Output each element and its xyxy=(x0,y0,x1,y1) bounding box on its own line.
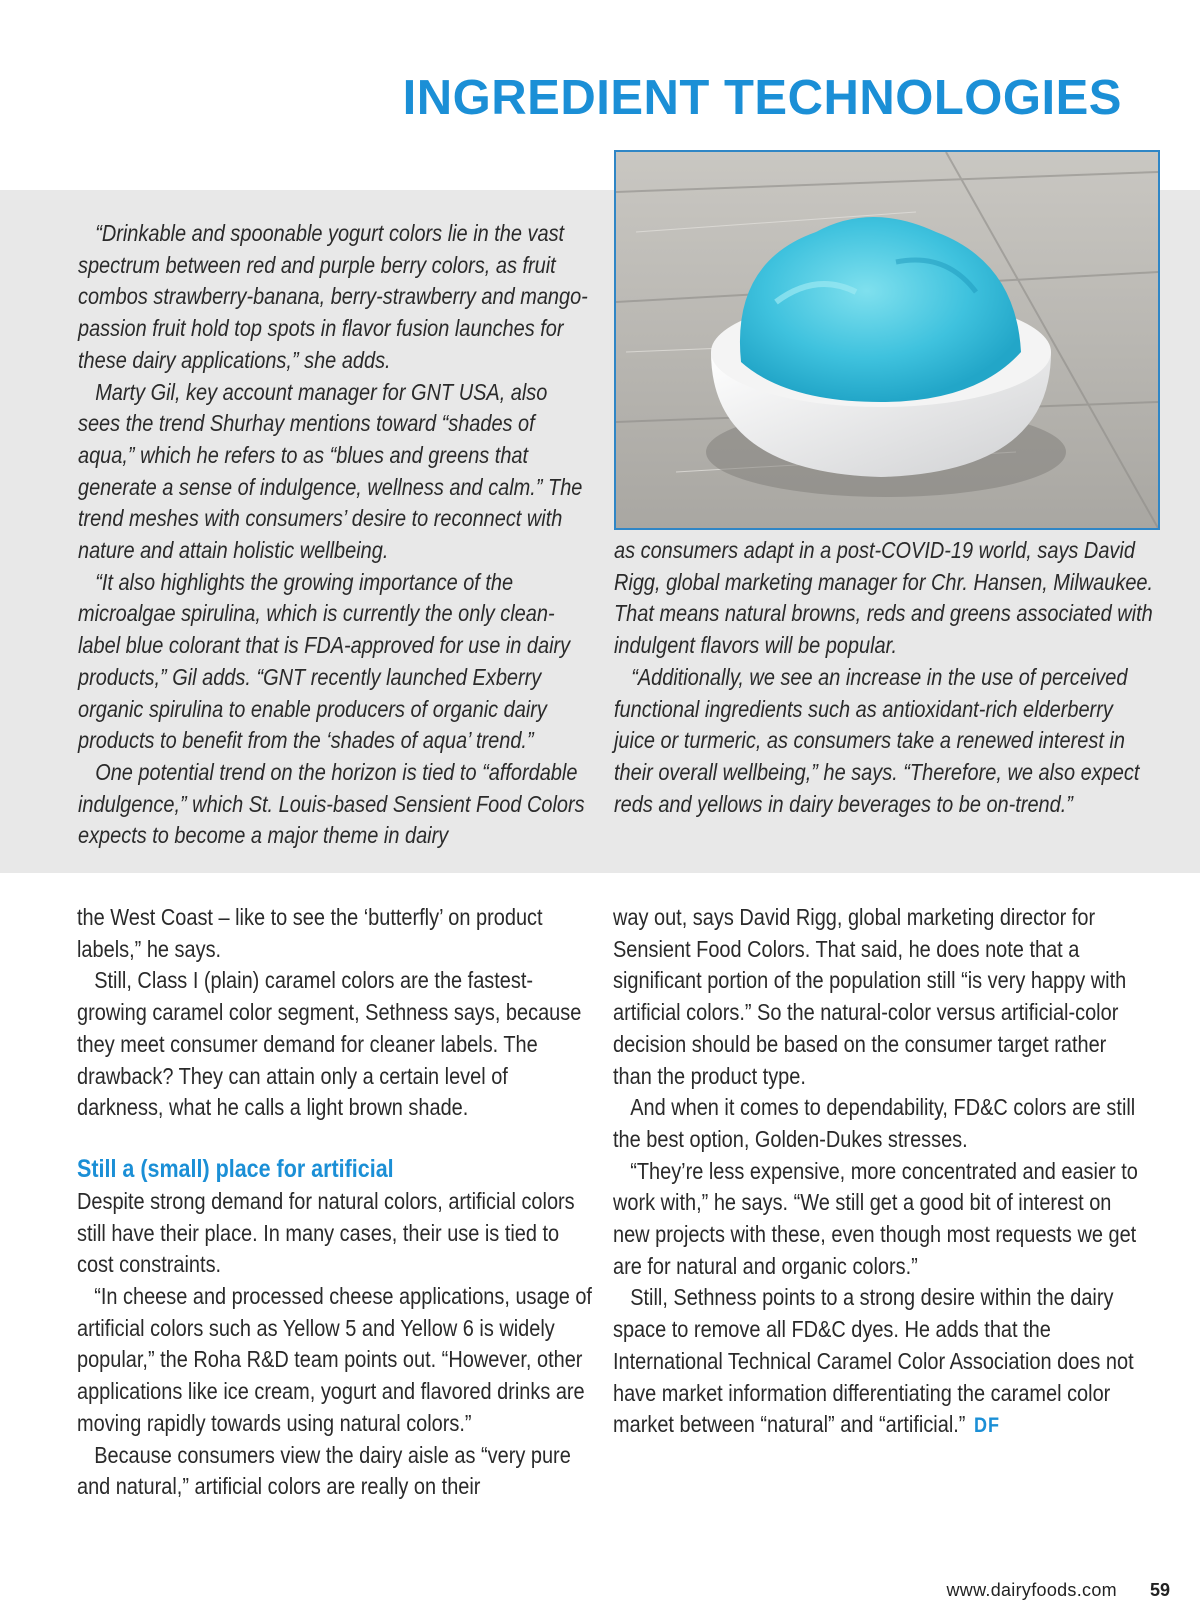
paragraph-with-end-mark xyxy=(613,1282,1144,1442)
paragraph: Because consumers view the dairy aisle as “very pure and natural,” artificial colors are really on their xyxy=(77,1441,571,1500)
column-b xyxy=(614,535,1156,820)
paragraph: And when it comes to dependability, FD&C colors are still the best option, Golden-Dukes stresses. xyxy=(613,1094,1136,1152)
paragraph: “Drinkable and spoonable yogurt colors lie in the vast spectrum between red and purple berry colors, as fruit combos strawberry-banana, berry-strawberry and mango-passion fruit hold top spots in flavor fusion launches for these dairy applications,” she adds. xyxy=(78,220,588,373)
paragraph: “In cheese and processed cheese applications, usage of artificial colors such as Yellow 5 and Yellow 6 is widely popular,” the Roha R&D team points out. “However, other applications like ice cream, yogurt and flavored drinks are moving rapidly towards using natural colors.” xyxy=(77,1283,592,1436)
page-number: 59 xyxy=(1149,1580,1170,1600)
ice-cream-image xyxy=(616,152,1158,528)
paragraph: as consumers adapt in a post-COVID-19 world, says David Rigg, global marketing manager for Chr. Hansen, Milwaukee. That means natural browns, reds and greens associated with indulgent flavors will be popular. xyxy=(614,537,1154,659)
paragraph-text: Still, Sethness points to a strong desire within the dairy space to remove all FD&C dyes. He adds that the International Technical Caramel Color Association does not have market information differentiating the caramel color market between “natural” and “artificial.” xyxy=(613,1284,1134,1438)
paragraph: One potential trend on the horizon is tied to “affordable indulgence,” which St. Louis-based Sensient Food Colors expects to become a major theme in dairy xyxy=(78,758,585,849)
paragraph: Marty Gil, key account manager for GNT USA, also sees the trend Shurhay mentions toward “shades of aqua,” which he refers to as “blues and greens that generate a sense of indulgence, wellness and calm.” The trend meshes with consumers’ desire to reconnect with nature and attain holistic wellbeing. xyxy=(78,378,583,564)
paragraph: way out, says David Rigg, global marketing director for Sensient Food Colors. That said, he does note that a significant portion of the population still “is very happy with artificial colors.” So the natural-color versus artificial-color decision should be based on the consumer target rather than the product type. xyxy=(613,904,1127,1089)
end-mark: DF xyxy=(974,1414,1000,1438)
paragraph: “It also highlights the growing importance of the microalgae spirulina, which is currently the only clean-label blue colorant that is FDA-approved for use in dairy products,” Gil adds. “GNT recently launched Exberry organic spirulina to enable producers of organic dairy products to benefit from the ‘shades of aqua’ trend.” xyxy=(78,568,571,754)
paragraph: “Additionally, we see an increase in the use of perceived functional ingredients such as antioxidant-rich elderberry juice or turmeric, as consumers take a renewed interest in their overall wellbeing,” he says. “Therefore, we also expect reds and yellows in dairy beverages to be on-trend.” xyxy=(614,663,1140,817)
ice-cream-photo xyxy=(614,150,1160,530)
paragraph: Still, Class I (plain) caramel colors are the fastest-growing caramel color segment, Sethness says, because they meet consumer demand for cleaner labels. The drawback? They can attain only a certain level of darkness, what he calls a light brown shade. xyxy=(77,967,582,1121)
paragraph: “They’re less expensive, more concentrated and easier to work with,” he says. “We still get a good bit of interest on new projects with these, even though most requests we get are for natural and organic colors.” xyxy=(613,1157,1138,1279)
section-title: INGREDIENT TECHNOLOGIES xyxy=(402,71,1122,125)
column-c xyxy=(77,902,593,1503)
page-footer xyxy=(946,1580,1170,1601)
footer-url: www.dairyfoods.com xyxy=(946,1580,1117,1600)
paragraph: the West Coast – like to see the ‘butterfly’ on product labels,” he says. xyxy=(77,904,543,962)
column-d xyxy=(613,902,1144,1442)
column-a xyxy=(78,218,590,852)
subhead: Still a (small) place for artificial xyxy=(77,1154,394,1183)
paragraph: Despite strong demand for natural colors, artificial colors still have their place. In many cases, their use is tied to cost constraints. xyxy=(77,1187,575,1278)
